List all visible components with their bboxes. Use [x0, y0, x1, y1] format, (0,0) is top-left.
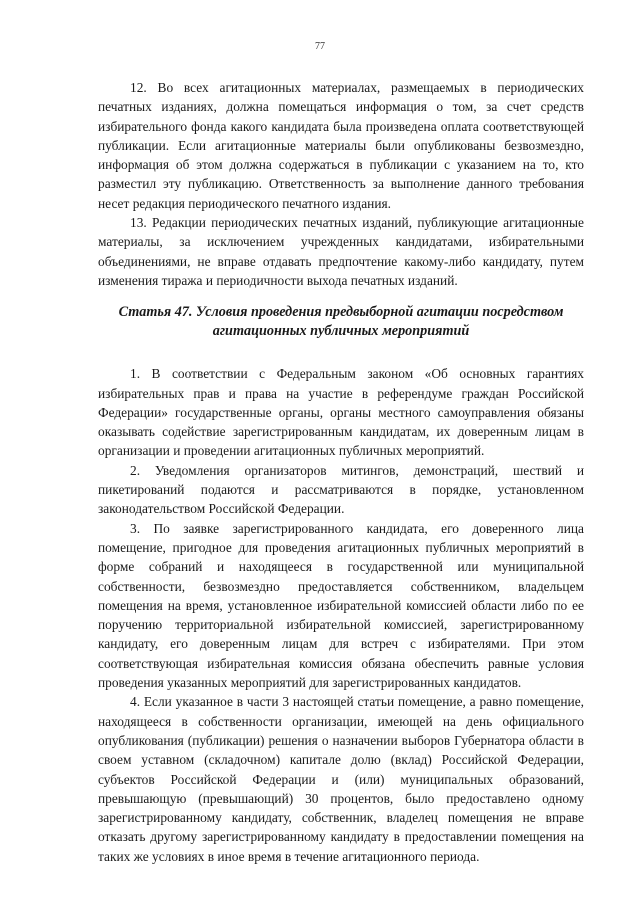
article-paragraph-4: 4. Если указанное в части 3 настоящей статьи помещение, а равно помещение, находящееся в собственности организации, имеющей на день официального опубликования (публикации) решения о назначении выборов Губернатора области в своем уставном (складочном) капитале долю (вклад) Российской Федерации, субъектов Российской Федерации и (или) муниципальных образований, превышающую (превышающий) 30 процентов, было предоставлено одному зарегистрированному кандидату, собственник, владелец помещения не вправе отказать другому зарегистрированному кандидату в предоставлении помещения на таких же условиях в иное время в течение агитационного периода.: [98, 694, 584, 864]
document-body: [98, 78, 584, 866]
article-paragraph-3: 3. По заявке зарегистрированного кандидата, его доверенного лица помещение, пригодное для проведения агитационных публичных мероприятий в форме собраний и находящееся в государственной или муниципальной собственности, безвозмездно предоставляется собственником, владельцем помещения на время, установленное избирательной комиссией области либо по ее поручению территориальной избирательной комиссией, зарегистрированному кандидату, его доверенным лицам для встреч с избирателями. При этом соответствующая избирательная комиссия обязана обеспечить равные условия проведения указанных мероприятий для зарегистрированных кандидатов.: [98, 520, 584, 691]
page-number: 77: [315, 41, 325, 52]
article-paragraph-2: 2. Уведомления организаторов митингов, демонстраций, шествий и пикетирований подаются и рассматриваются в порядке, установленном законодательством Российской Федерации.: [98, 462, 584, 517]
article-paragraph-1: 1. В соответствии с Федеральным законом «Об основных гарантиях избирательных прав и права на участие в референдуме граждан Российской Федерации» государственные органы, органы местного самоуправления обязаны оказывать содействие зарегистрированным кандидатам, их доверенным лицам в организации и проведении агитационных публичных мероприятий.: [98, 366, 584, 459]
paragraph-13: 13. Редакции периодических печатных изданий, публикующие агитационные материалы, за исключением учрежденных кандидатами, избирательными объединениями, не вправе отдавать предпочтение какому-либо кандидату, путем изменения тиража и периодичности выхода печатных изданий.: [98, 215, 584, 288]
article-heading: Статья 47. Условия проведения предвыборной агитации посредством агитационных публичных мероприятий: [118, 304, 564, 340]
paragraph-12: 12. Во всех агитационных материалах, размещаемых в периодических печатных изданиях, должна помещаться информация о том, за счет средств избирательного фонда какого кандидата была произведена оплата соответствующей публикации. Если агитационные материалы были опубликованы безвозмездно, информация об этом должна содержаться в публикации с указанием на то, кто разместил эту публикацию. Ответственность за выполнение данного требования несет редакция периодического печатного издания.: [98, 80, 584, 211]
